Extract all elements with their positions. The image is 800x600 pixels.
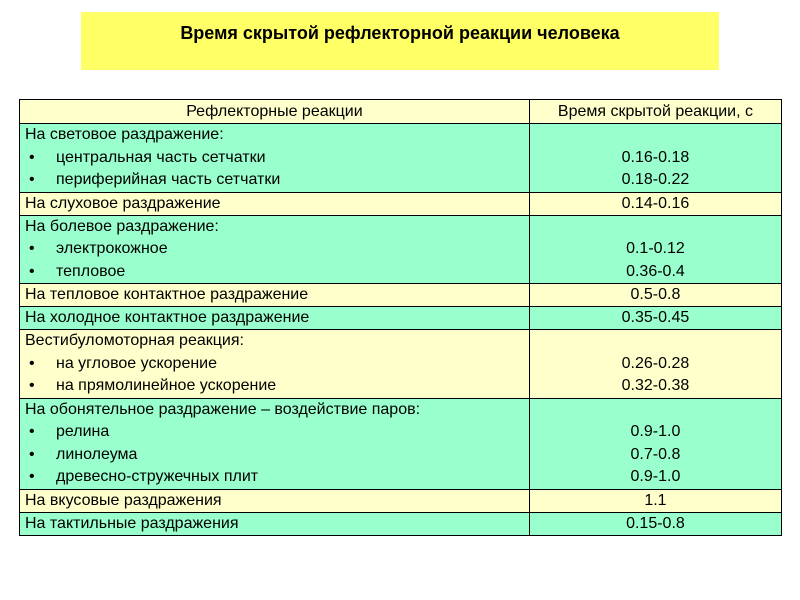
value-cell bbox=[529, 124, 781, 193]
table-row bbox=[20, 307, 782, 330]
reaction-cell: На слуховое раздражение bbox=[20, 192, 530, 215]
bullet-icon: • bbox=[29, 377, 35, 394]
list-item bbox=[25, 238, 524, 261]
table-row bbox=[20, 192, 782, 215]
list-item bbox=[25, 147, 524, 170]
item-label: на прямолинейное ускорение bbox=[56, 377, 277, 394]
table-row bbox=[20, 512, 782, 535]
group-label: На световое раздражение: bbox=[25, 126, 224, 143]
reaction-cell: На холодное контактное раздражение bbox=[20, 307, 530, 330]
item-label: древесно-стружечных плит bbox=[56, 468, 259, 485]
title-banner bbox=[81, 12, 719, 70]
bullet-icon: • bbox=[29, 240, 35, 257]
bullet-icon: • bbox=[29, 171, 35, 188]
item-label: линолеума bbox=[56, 445, 138, 463]
list-item bbox=[25, 169, 524, 192]
item-value: 0.16-0.18 bbox=[621, 148, 690, 166]
reaction-cell bbox=[20, 330, 530, 399]
bullet-icon: • bbox=[29, 262, 35, 280]
group-label: Вестибуломоторная реакция: bbox=[25, 332, 244, 349]
item-value: 0.9-1.0 bbox=[630, 468, 681, 485]
reaction-cell bbox=[20, 398, 530, 489]
list-item bbox=[25, 261, 524, 284]
item-label: релина bbox=[56, 423, 110, 440]
bullet-icon: • bbox=[29, 445, 35, 463]
item-label: на угловое ускорение bbox=[56, 354, 218, 372]
bullet-icon: • bbox=[29, 148, 35, 166]
item-label: тепловое bbox=[56, 262, 126, 280]
header-reactions: Рефлекторные реакции bbox=[20, 100, 530, 124]
item-value: 0.26-0.28 bbox=[621, 354, 690, 372]
item-label: периферийная часть сетчатки bbox=[56, 171, 281, 188]
item-label: электрокожное bbox=[56, 240, 168, 257]
table-row bbox=[20, 330, 782, 399]
value-cell bbox=[529, 330, 781, 399]
value-cell: 0.5-0.8 bbox=[529, 284, 781, 307]
item-value: 0.36-0.4 bbox=[626, 262, 685, 280]
table-row bbox=[20, 215, 782, 284]
table-row bbox=[20, 284, 782, 307]
table-row bbox=[20, 124, 782, 193]
value-cell: 1.1 bbox=[529, 489, 781, 512]
value-cell bbox=[529, 398, 781, 489]
reaction-cell: На тактильные раздражения bbox=[20, 512, 530, 535]
value-cell bbox=[529, 215, 781, 284]
bullet-icon: • bbox=[29, 423, 35, 440]
value-cell: 0.14-0.16 bbox=[529, 192, 781, 215]
table-row bbox=[20, 489, 782, 512]
reaction-time-table bbox=[19, 99, 782, 536]
item-label: центральная часть сетчатки bbox=[56, 148, 266, 166]
page-title: Время скрытой рефлекторной реакции человека bbox=[180, 22, 620, 43]
item-value: 0.9-1.0 bbox=[630, 423, 681, 440]
list-item bbox=[25, 353, 524, 376]
list-item bbox=[25, 466, 524, 489]
group-label: На болевое раздражение: bbox=[25, 217, 219, 235]
item-value: 0.1-0.12 bbox=[626, 240, 685, 257]
header-latency: Время скрытой реакции, с bbox=[529, 100, 781, 124]
list-item bbox=[25, 444, 524, 467]
item-value: 0.7-0.8 bbox=[630, 445, 681, 463]
group-label: На обонятельное раздражение – воздействие паров: bbox=[25, 400, 421, 418]
value-cell: 0.15-0.8 bbox=[529, 512, 781, 535]
reaction-cell: На вкусовые раздражения bbox=[20, 489, 530, 512]
list-item bbox=[25, 421, 524, 444]
table-header-row bbox=[20, 100, 782, 124]
reaction-cell bbox=[20, 215, 530, 284]
bullet-icon: • bbox=[29, 354, 35, 372]
item-value: 0.18-0.22 bbox=[621, 171, 690, 188]
list-item bbox=[25, 375, 524, 398]
reaction-cell: На тепловое контактное раздражение bbox=[20, 284, 530, 307]
item-value: 0.32-0.38 bbox=[621, 377, 690, 394]
bullet-icon: • bbox=[29, 468, 35, 485]
table-row bbox=[20, 398, 782, 489]
reaction-cell bbox=[20, 124, 530, 193]
value-cell: 0.35-0.45 bbox=[529, 307, 781, 330]
